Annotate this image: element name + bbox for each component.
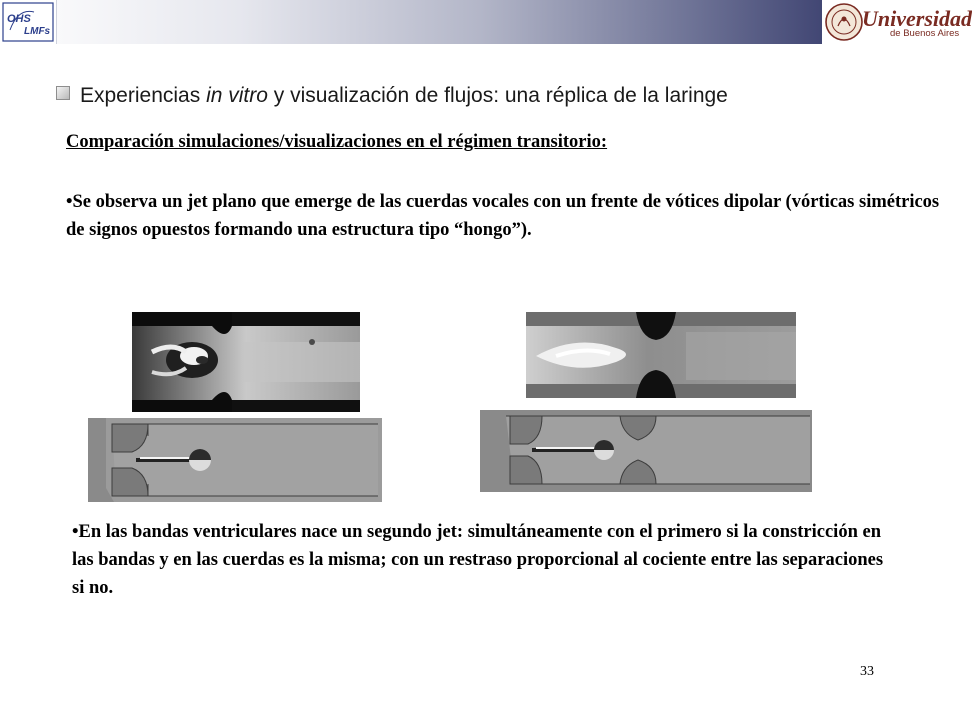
logo-text: OHS (7, 13, 31, 25)
heading-text-2: y visualización de flujos: una réplica de la laringe (267, 84, 728, 107)
heading-italic: in vitro (206, 84, 268, 107)
university-subtitle: de Buenos Aires (890, 28, 960, 39)
lmfs-logo-icon (0, 0, 56, 44)
heading-text-1: Experiencias (80, 84, 207, 107)
logo-sub-text: LMFs (24, 26, 51, 37)
slide-number: 33 (860, 664, 874, 679)
heading-bullet-icon (56, 86, 70, 100)
uba-seal-icon (824, 0, 864, 44)
simulation-right (480, 410, 812, 492)
paragraph-jet-observation: •Se observa un jet plano que emerge de las cuerdas vocales con un frente de vótices dipolar (vórticas simétricos de signos opuestos formando una estructura tipo “hongo”). (66, 192, 940, 240)
uba-logo (822, 0, 972, 44)
experiment-visualization-right (526, 312, 796, 398)
simulation-left (88, 418, 382, 502)
section-subtitle: Comparación simulaciones/visualizaciones en el régimen transitorio: (66, 132, 608, 152)
slide-heading (56, 84, 728, 108)
header-banner (0, 0, 972, 44)
paragraph-second-jet: •En las bandas ventriculares nace un segundo jet: simultáneamente con el primero si la constricción en las bandas y en las cuerdas es la misma; con un restraso proporcional al cociente entre las separaciones si no. (72, 522, 884, 598)
lmfs-logo (0, 0, 57, 44)
experiment-visualization-left (132, 312, 360, 412)
university-name: Universidad (862, 6, 972, 31)
